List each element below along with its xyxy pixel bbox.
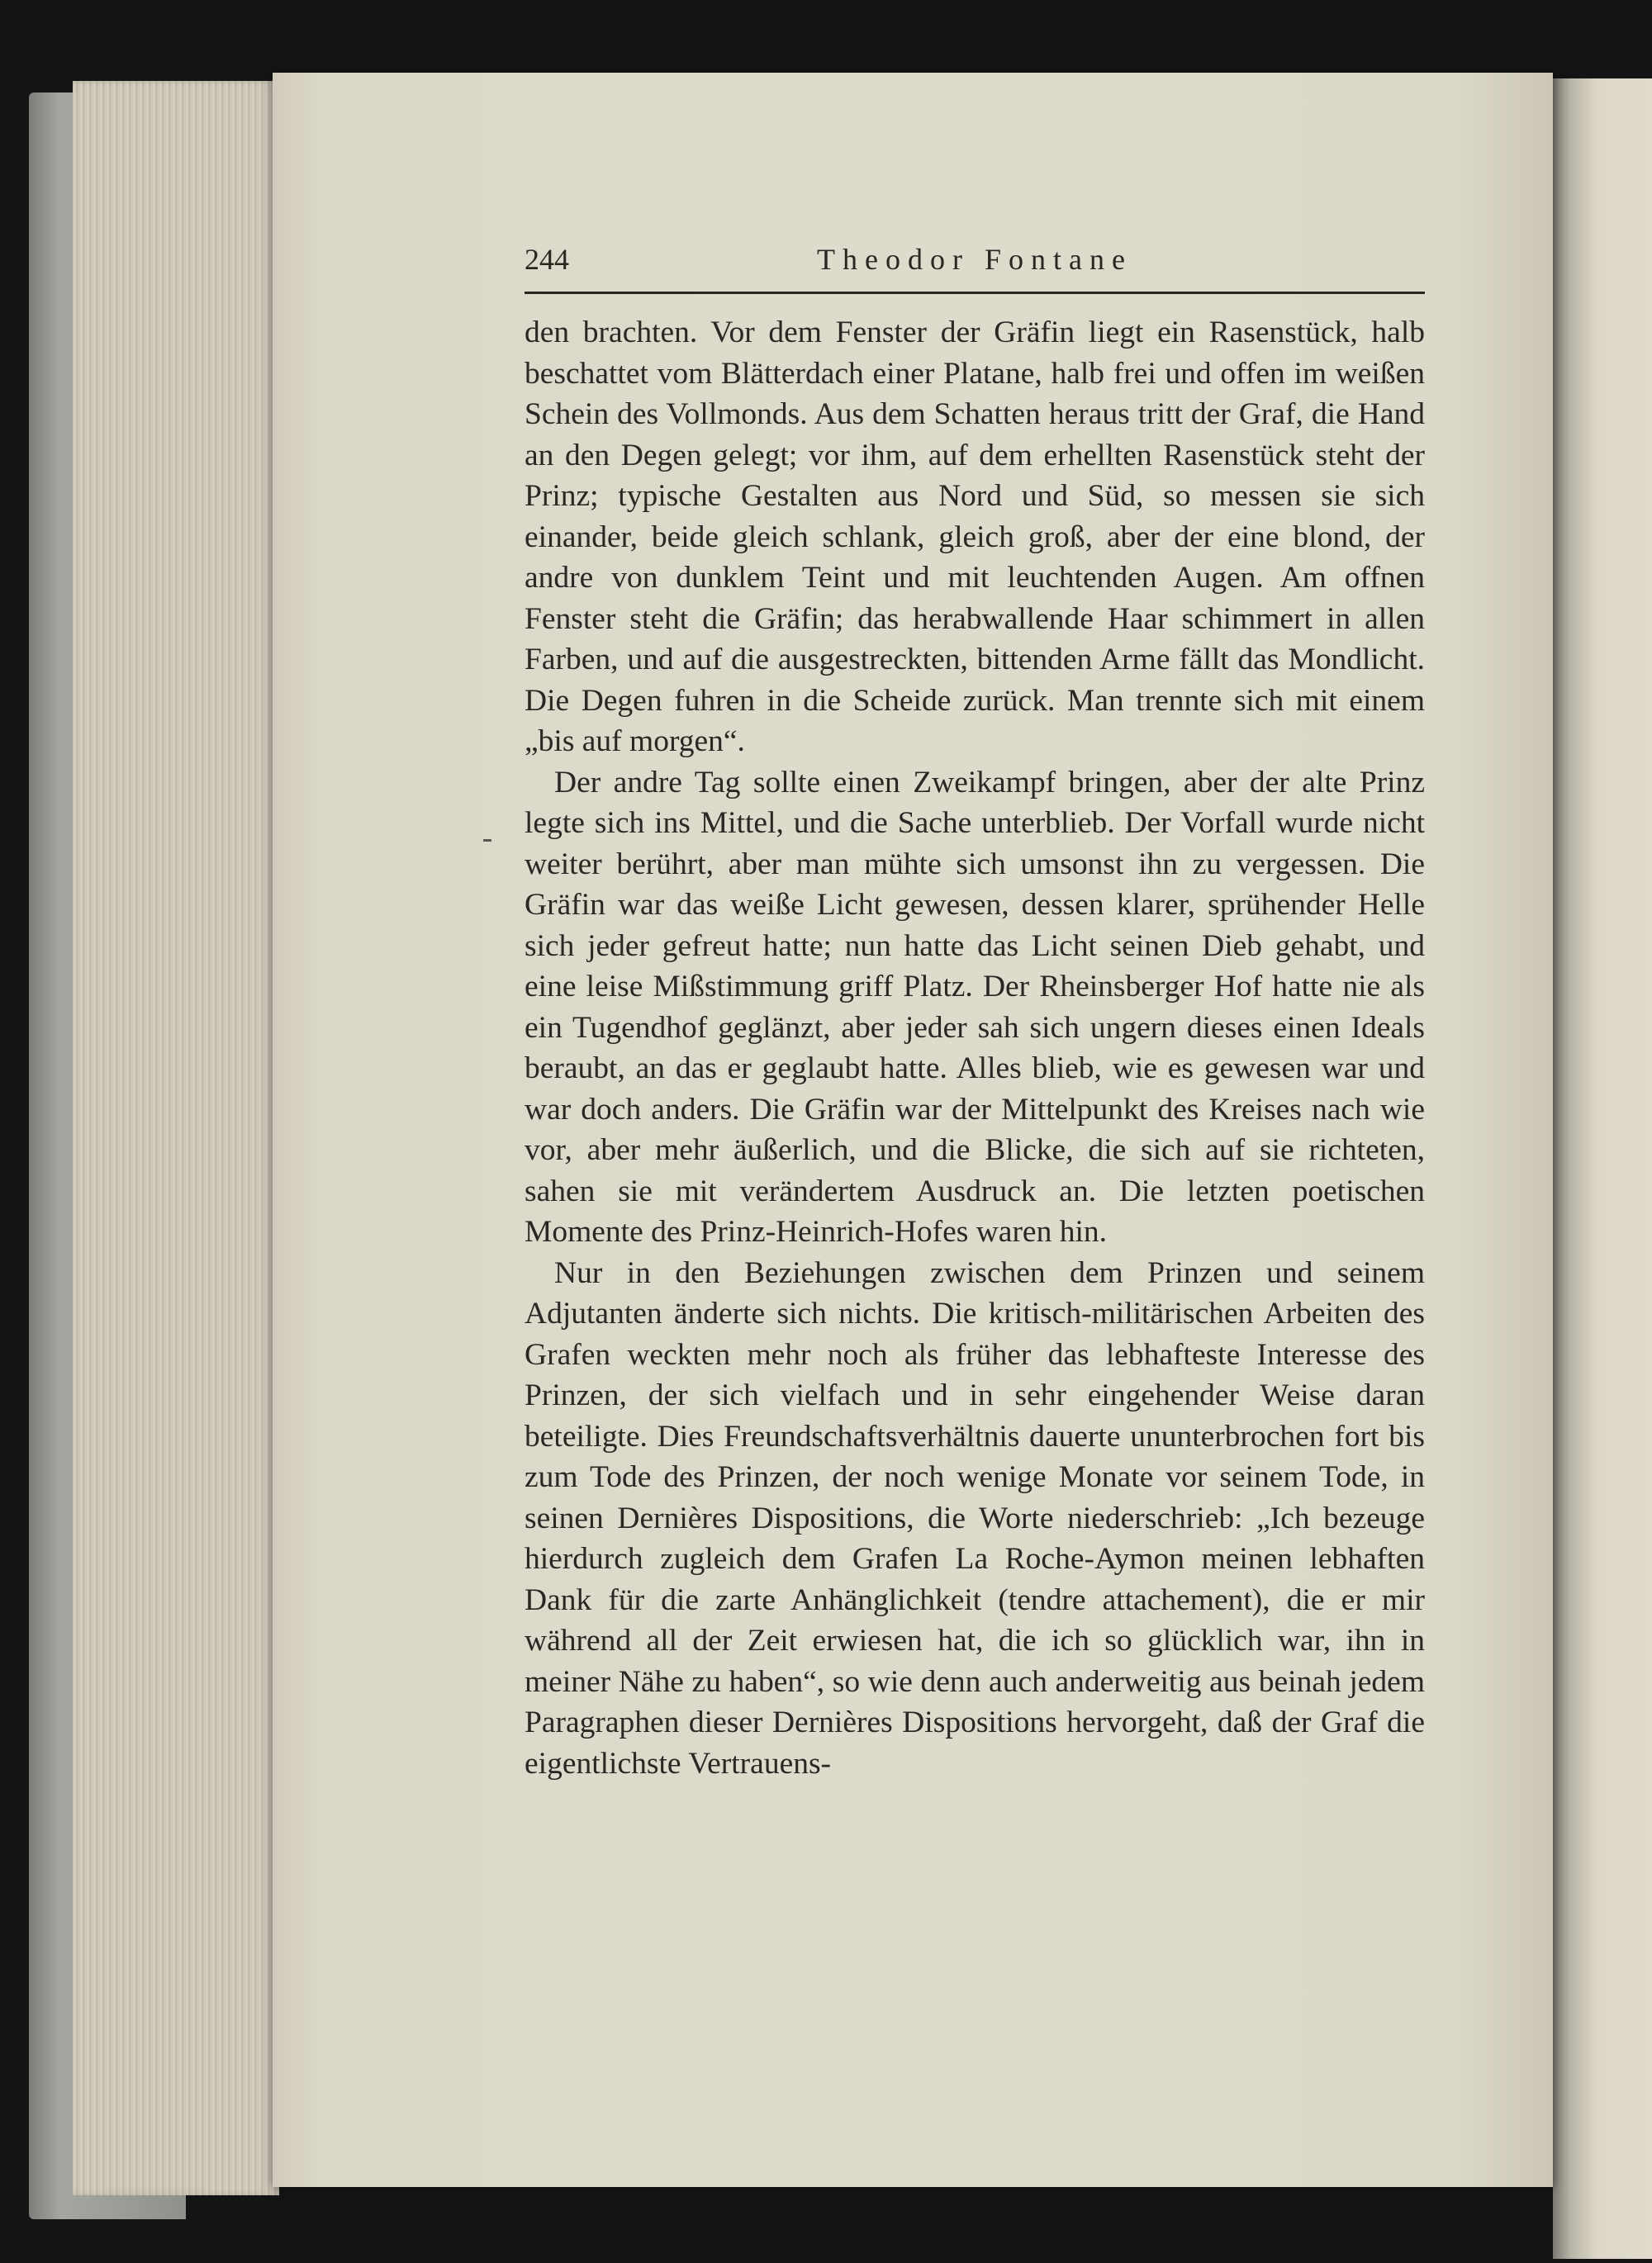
- paragraph-1: den brachten. Vor dem Fenster der Gräfin liegt ein Rasenstück, halb beschattet vom Blätterdach einer Platane, halb frei und offen im weißen Schein des Vollmonds. Aus dem Schatten heraus tritt der Graf, die Hand an den Degen gelegt; vor ihm, auf dem erhellten Rasenstück steht der Prinz; typische Gestalten aus Nord und Süd, so messen sie sich einander, beide gleich schlank, gleich groß, aber der eine blond, der andre von dunklem Teint und mit leuchtenden Augen. Am offnen Fenster steht die Gräfin; das herabwallende Haar schimmert in allen Farben, und auf die ausgestreckten, bittenden Arme fällt das Mondlicht. Die Degen fuhren in die Scheide zurück. Man trennte sich mit einem „bis auf morgen“.: [525, 315, 1425, 758]
- margin-mark: [483, 839, 491, 842]
- paragraph-2: Der andre Tag sollte einen Zweikampf bringen, aber der alte Prinz legte sich ins Mittel, und die Sache unterblieb. Der Vorfall wurde nicht weiter berührt, aber man mühte sich umsonst ihn zu vergessen. Die Gräfin war das weiße Licht gewesen, dessen klarer, sprühender Helle sich jeder gefreut hatte; nun hatte das Licht seinen Dieb gehabt, und eine leise Mißstimmung griff Platz. Der Rheinsberger Hof hatte nie als ein Tugendhof geglänzt, aber jeder sah sich ungern dieses einen Ideals beraubt, an das er geglaubt hatte. Alles blieb, wie es gewesen war und war doch anders. Die Gräfin war der Mittelpunkt des Kreises nach wie vor, aber mehr äußerlich, und die Blicke, die sich auf sie richteten, sahen sie mit verändertem Ausdruck an. Die letzten poetischen Momente des Prinz-Heinrich-Hofes waren hin.: [525, 765, 1425, 1249]
- page-body: [525, 312, 1425, 1784]
- page-block-edges: [73, 81, 279, 2195]
- page-header: [525, 242, 1425, 294]
- page-number: 244: [525, 243, 569, 276]
- book-page: [273, 73, 1553, 2187]
- paragraph-3: Nur in den Beziehungen zwischen dem Prinzen und seinem Adjutanten änderte sich nichts. Die kritisch-militärischen Arbeiten des Grafen weckten mehr noch als früher das lebhafteste Interesse des Prinzen, der sich vielfach und in sehr eingehender Weise daran beteiligte. Dies Freundschaftsverhältnis dauerte ununterbrochen fort bis zum Tode des Prinzen, der noch wenige Monate vor seinem Tode, in seinen Dernières Dispositions, die Worte niederschrieb: „Ich bezeuge hierdurch zugleich dem Grafen La Roche-Aymon meinen lebhaften Dank für die zarte Anhänglichkeit (tendre attachement), die er mir während all der Zeit erwiesen hat, die ich so glücklich war, ihn in meiner Nähe zu haben“, so wie denn auch anderweitig aus beinah jedem Paragraphen dieser Dernières Dispositions hervorgeht, daß der Graf die eigentlichste Vertrauens-: [525, 1255, 1425, 1781]
- adjacent-page-edge: [1553, 78, 1652, 2259]
- running-head: Theodor Fontane: [817, 243, 1132, 276]
